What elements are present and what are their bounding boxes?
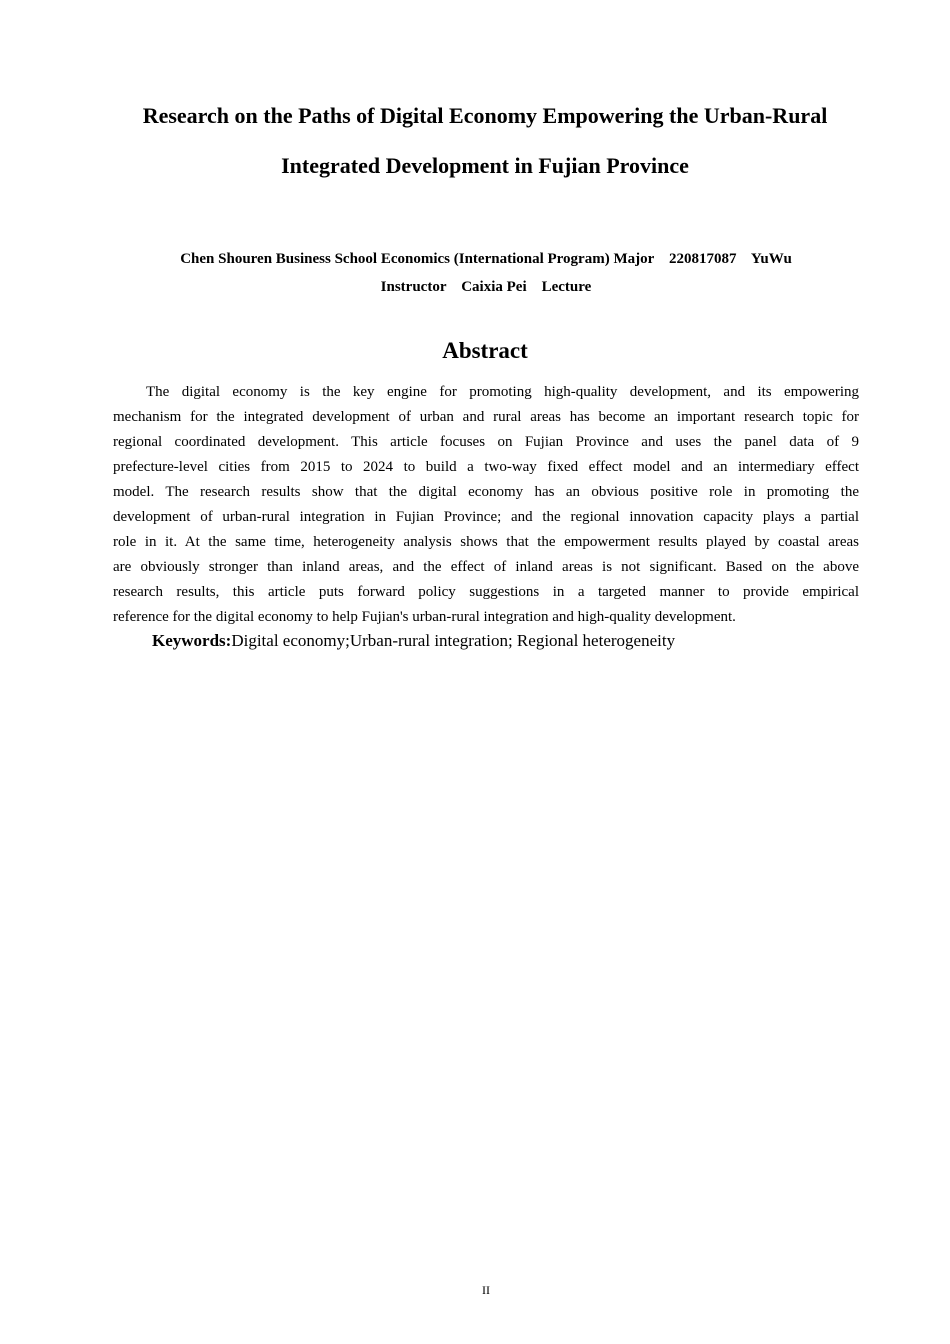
keywords-value: Digital economy;Urban-rural integration; Regional heterogeneity bbox=[231, 631, 676, 650]
keywords-label: Keywords: bbox=[152, 631, 232, 650]
paper-title-line-2: Integrated Development in Fujian Province bbox=[281, 153, 689, 178]
abstract-body bbox=[113, 380, 859, 630]
abstract-line: reference for the digital economy to help Fujian's urban-rural integration and high-quality development. bbox=[113, 609, 736, 625]
instructor-info-line: Instructor Caixia Pei Lecture bbox=[380, 279, 592, 295]
abstract-line: development of urban-rural integration in Fujian Province; and the regional innovation capacity plays a partial bbox=[113, 509, 859, 525]
keywords-line bbox=[152, 628, 675, 654]
abstract-line: prefecture-level cities from 2015 to 2024 to build a two-way fixed effect model and an intermediary effect bbox=[113, 459, 859, 475]
abstract-heading: Abstract bbox=[442, 338, 528, 363]
abstract-line: role in it. At the same time, heterogeneity analysis shows that the empowerment results played by coastal areas bbox=[113, 534, 859, 550]
page-number: II bbox=[482, 1283, 490, 1297]
author-info-line: Chen Shouren Business School Economics (International Program) Major 220817087 YuWu bbox=[180, 251, 792, 267]
paper-title-line-1: Research on the Paths of Digital Economy Empowering the Urban-Rural bbox=[142, 103, 828, 128]
abstract-line: model. The research results show that the digital economy has an obvious positive role in promoting the bbox=[113, 484, 859, 500]
abstract-line: mechanism for the integrated development of urban and rural areas has become an important research topic for bbox=[113, 409, 859, 425]
abstract-line: research results, this article puts forward policy suggestions in a targeted manner to provide empirical bbox=[113, 584, 859, 600]
abstract-line: The digital economy is the key engine for promoting high-quality development, and its empowering bbox=[146, 384, 859, 400]
abstract-line: regional coordinated development. This article focuses on Fujian Province and uses the panel data of 9 bbox=[113, 434, 859, 450]
abstract-line: are obviously stronger than inland areas, and the effect of inland areas is not significant. Based on the above bbox=[113, 559, 859, 575]
